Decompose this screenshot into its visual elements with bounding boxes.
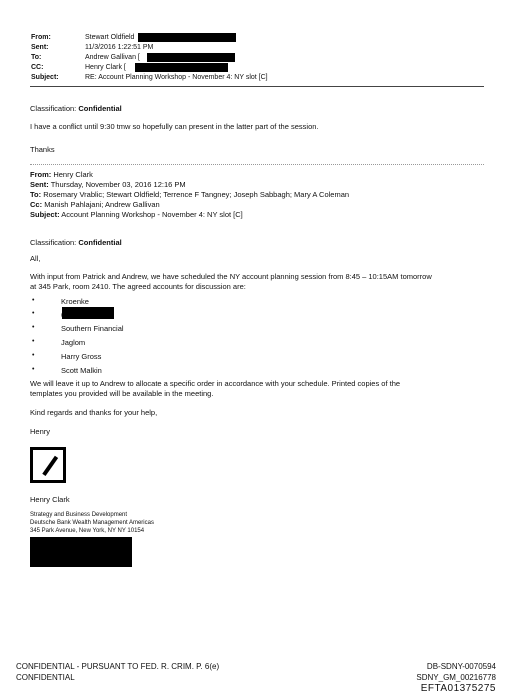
footer-left-line-2: CONFIDENTIAL (16, 673, 75, 682)
redaction-box (135, 63, 228, 72)
deutsche-bank-logo-icon (30, 447, 66, 483)
bullet-icon: • (32, 338, 35, 345)
classification-value: Confidential (78, 104, 122, 113)
message-sender: Henry (30, 427, 51, 436)
redaction-box (138, 33, 236, 42)
classification-value: Confidential (78, 238, 122, 247)
original-subject-label: Subject: (30, 210, 60, 219)
redaction-box (30, 537, 132, 567)
original-cc (30, 200, 160, 209)
original-subject (30, 210, 243, 219)
footer-right-line-3: EFTA01375275 (420, 683, 496, 694)
bullet-icon: • (32, 352, 35, 359)
original-subject-value: Account Planning Workshop - November 4: NY slot [C] (61, 210, 243, 219)
signature-name: Henry Clark (30, 495, 70, 504)
header-from-value: Stewart Oldfield (85, 34, 135, 41)
original-to-label: To: (30, 190, 42, 199)
original-sent-label: Sent: (30, 180, 49, 189)
original-from-value: Henry Clark (53, 170, 93, 179)
message-paragraph-1-line-1: With input from Patrick and Andrew, we have scheduled the NY account planning session from 8:45 – 10:15AM tomorrow (30, 272, 432, 281)
signature-company: Deutsche Bank Wealth Management Americas (30, 520, 154, 526)
classification-label: Classification: (30, 238, 77, 247)
header-sent-label: Sent: (31, 44, 49, 51)
bullet-icon: • (32, 297, 35, 304)
account-item: Harry Gross (61, 352, 102, 361)
original-to (30, 190, 349, 199)
original-sent (30, 180, 186, 189)
message-greeting: All, (30, 254, 41, 263)
reply-divider (30, 164, 484, 165)
message-paragraph-2-line-1: We will leave it up to Andrew to allocate a specific order in accordance with your schedule. Printed copies of the (30, 379, 401, 388)
message-paragraph-1-line-2: at 345 Park, room 2410. The agreed accounts for discussion are: (30, 282, 246, 291)
message-classification (30, 238, 122, 247)
bullet-icon: • (32, 310, 35, 317)
original-to-value: Rosemary Vrablic; Stewart Oldfield; Terrence F Tangney; Joseph Sabbagh; Mary A Coleman (43, 190, 350, 199)
header-cc-label: CC: (31, 64, 44, 71)
header-from-label: From: (31, 34, 51, 41)
reply-body: I have a conflict until 9:30 tmw so hopefully can present in the latter part of the session. (30, 122, 319, 131)
signature-address: 345 Park Avenue, New York, NY NY 10154 (30, 528, 145, 534)
header-subject-label: Subject: (31, 74, 59, 81)
header-divider (30, 86, 484, 87)
account-item: Scott Malkin (61, 366, 102, 375)
account-item: Southern Financial (61, 324, 124, 333)
header-to-value: Andrew Gallivan [ (85, 54, 140, 61)
logo-slash (42, 456, 57, 476)
original-sent-value: Thursday, November 03, 2016 12:16 PM (50, 180, 186, 189)
message-paragraph-2-line-2: templates you provided will be available in the meeting. (30, 389, 214, 398)
header-subject-value: RE: Account Planning Workshop - November 4: NY slot [C] (85, 74, 268, 81)
original-from-label: From: (30, 170, 52, 179)
reply-classification (30, 104, 122, 113)
footer-left-line-1: CONFIDENTIAL - PURSUANT TO FED. R. CRIM. P. 6(e) (16, 662, 220, 671)
footer-right-line-2: SDNY_GM_00216778 (416, 673, 496, 682)
signature-title: Strategy and Business Development (30, 512, 128, 518)
footer-right-line-1: DB-SDNY-0070594 (426, 662, 496, 671)
header-to-label: To: (31, 54, 42, 61)
bullet-icon: • (32, 324, 35, 331)
account-item: Kroenke (61, 297, 89, 306)
redaction-box (62, 307, 114, 319)
account-item: Jaglom (61, 338, 86, 347)
bullet-icon: • (32, 366, 35, 373)
original-from (30, 170, 93, 179)
classification-label: Classification: (30, 104, 77, 113)
redaction-box (147, 53, 235, 62)
original-cc-label: Cc: (30, 200, 43, 209)
header-cc-value: Henry Clark [ (85, 64, 126, 71)
header-sent-value: 11/3/2016 1:22:51 PM (85, 44, 154, 51)
reply-signoff: Thanks (30, 145, 55, 154)
message-closing: Kind regards and thanks for your help, (30, 408, 158, 417)
original-cc-value: Manish Pahlajani; Andrew Gallivan (44, 200, 160, 209)
